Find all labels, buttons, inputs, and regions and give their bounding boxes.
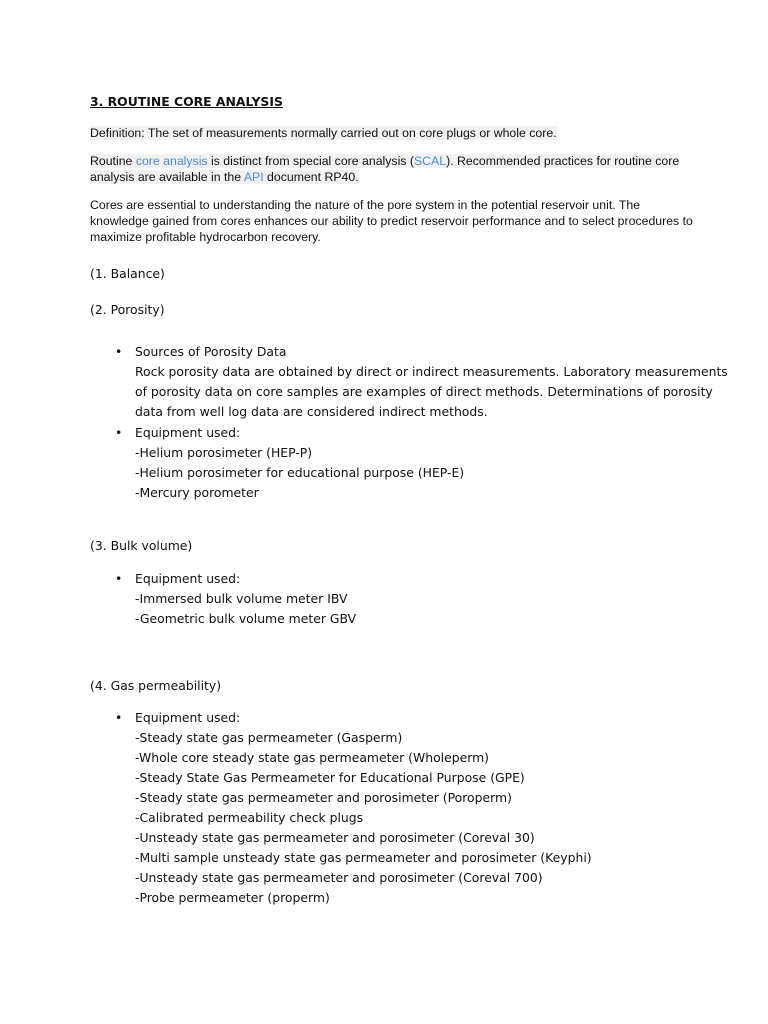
api-link[interactable]: API <box>243 170 264 184</box>
porosity-equipment-body <box>135 423 464 503</box>
equipment-item: -Unsteady state gas permeameter and porosimeter (Coreval 30) <box>135 830 535 845</box>
section-balance: (1. Balance) <box>90 266 165 281</box>
equipment-item: -Geometric bulk volume meter GBV <box>135 611 357 626</box>
equipment-item: -Helium porosimeter for educational purpose (HEP-E) <box>135 465 465 480</box>
section-heading: 3. ROUTINE CORE ANALYSIS <box>90 94 283 109</box>
porosity-equipment-title: Equipment used: <box>135 425 241 440</box>
porosity-sources-body <box>135 342 728 422</box>
equipment-item: -Probe permeameter (properm) <box>135 890 330 905</box>
definition-text: Definition: The set of measurements normally carried out on core plugs or whole core. <box>90 126 557 140</box>
equipment-item: -Calibrated permeability check plugs <box>135 810 364 825</box>
bulk-equipment-body <box>135 569 356 629</box>
section-porosity: (2. Porosity) <box>90 302 165 317</box>
core-analysis-link[interactable]: core analysis <box>135 154 208 168</box>
gasperm-equipment-title: Equipment used: <box>135 710 241 725</box>
porosity-sources-title: Sources of Porosity Data <box>135 344 287 359</box>
routine-text-3: ). Recommended practices for routine core analysis are available in the <box>90 154 680 184</box>
equipment-item: -Steady state gas permeameter and porosimeter (Poroperm) <box>135 790 512 805</box>
routine-text-1: Routine <box>90 154 136 168</box>
routine-text-4: document RP40. <box>263 170 359 184</box>
bullet-icon: • <box>115 425 123 440</box>
bullet-icon: • <box>115 344 123 359</box>
bullet-icon: • <box>115 571 123 586</box>
gasperm-equipment-body <box>135 708 592 908</box>
equipment-item: -Steady State Gas Permeameter for Educational Purpose (GPE) <box>135 770 525 785</box>
section-bulk-volume: (3. Bulk volume) <box>90 538 193 553</box>
equipment-item: -Multi sample unsteady state gas permeameter and porosimeter (Keyphi) <box>135 850 592 865</box>
equipment-item: -Mercury porometer <box>135 485 259 500</box>
porosity-sources-line: of porosity data on core samples are examples of direct methods. Determinations of porosity <box>135 384 713 399</box>
definition-paragraph <box>90 125 690 141</box>
porosity-sources-line: data from well log data are considered indirect methods. <box>135 404 488 419</box>
cores-paragraph: Cores are essential to understanding the nature of the pore system in the potential reservoir unit. The knowledge gained from cores enhances our ability to predict reservoir performance and to select procedures to maximize profitable hydrocarbon recovery. <box>90 198 693 244</box>
equipment-item: -Unsteady state gas permeameter and porosimeter (Coreval 700) <box>135 870 543 885</box>
scal-link[interactable]: SCAL <box>413 154 447 168</box>
equipment-item: -Immersed bulk volume meter IBV <box>135 591 348 606</box>
section-gas-permeability: (4. Gas permeability) <box>90 678 222 693</box>
bulk-equipment-title: Equipment used: <box>135 571 241 586</box>
porosity-sources-line: Rock porosity data are obtained by direct or indirect measurements. Laboratory measurements <box>135 364 728 379</box>
equipment-item: -Steady state gas permeameter (Gasperm) <box>135 730 403 745</box>
routine-text-2: is distinct from special core analysis ( <box>207 154 414 168</box>
equipment-item: -Whole core steady state gas permeameter (Wholeperm) <box>135 750 489 765</box>
routine-paragraph <box>90 153 700 185</box>
equipment-item: -Helium porosimeter (HEP-P) <box>135 445 313 460</box>
bullet-icon: • <box>115 710 123 725</box>
